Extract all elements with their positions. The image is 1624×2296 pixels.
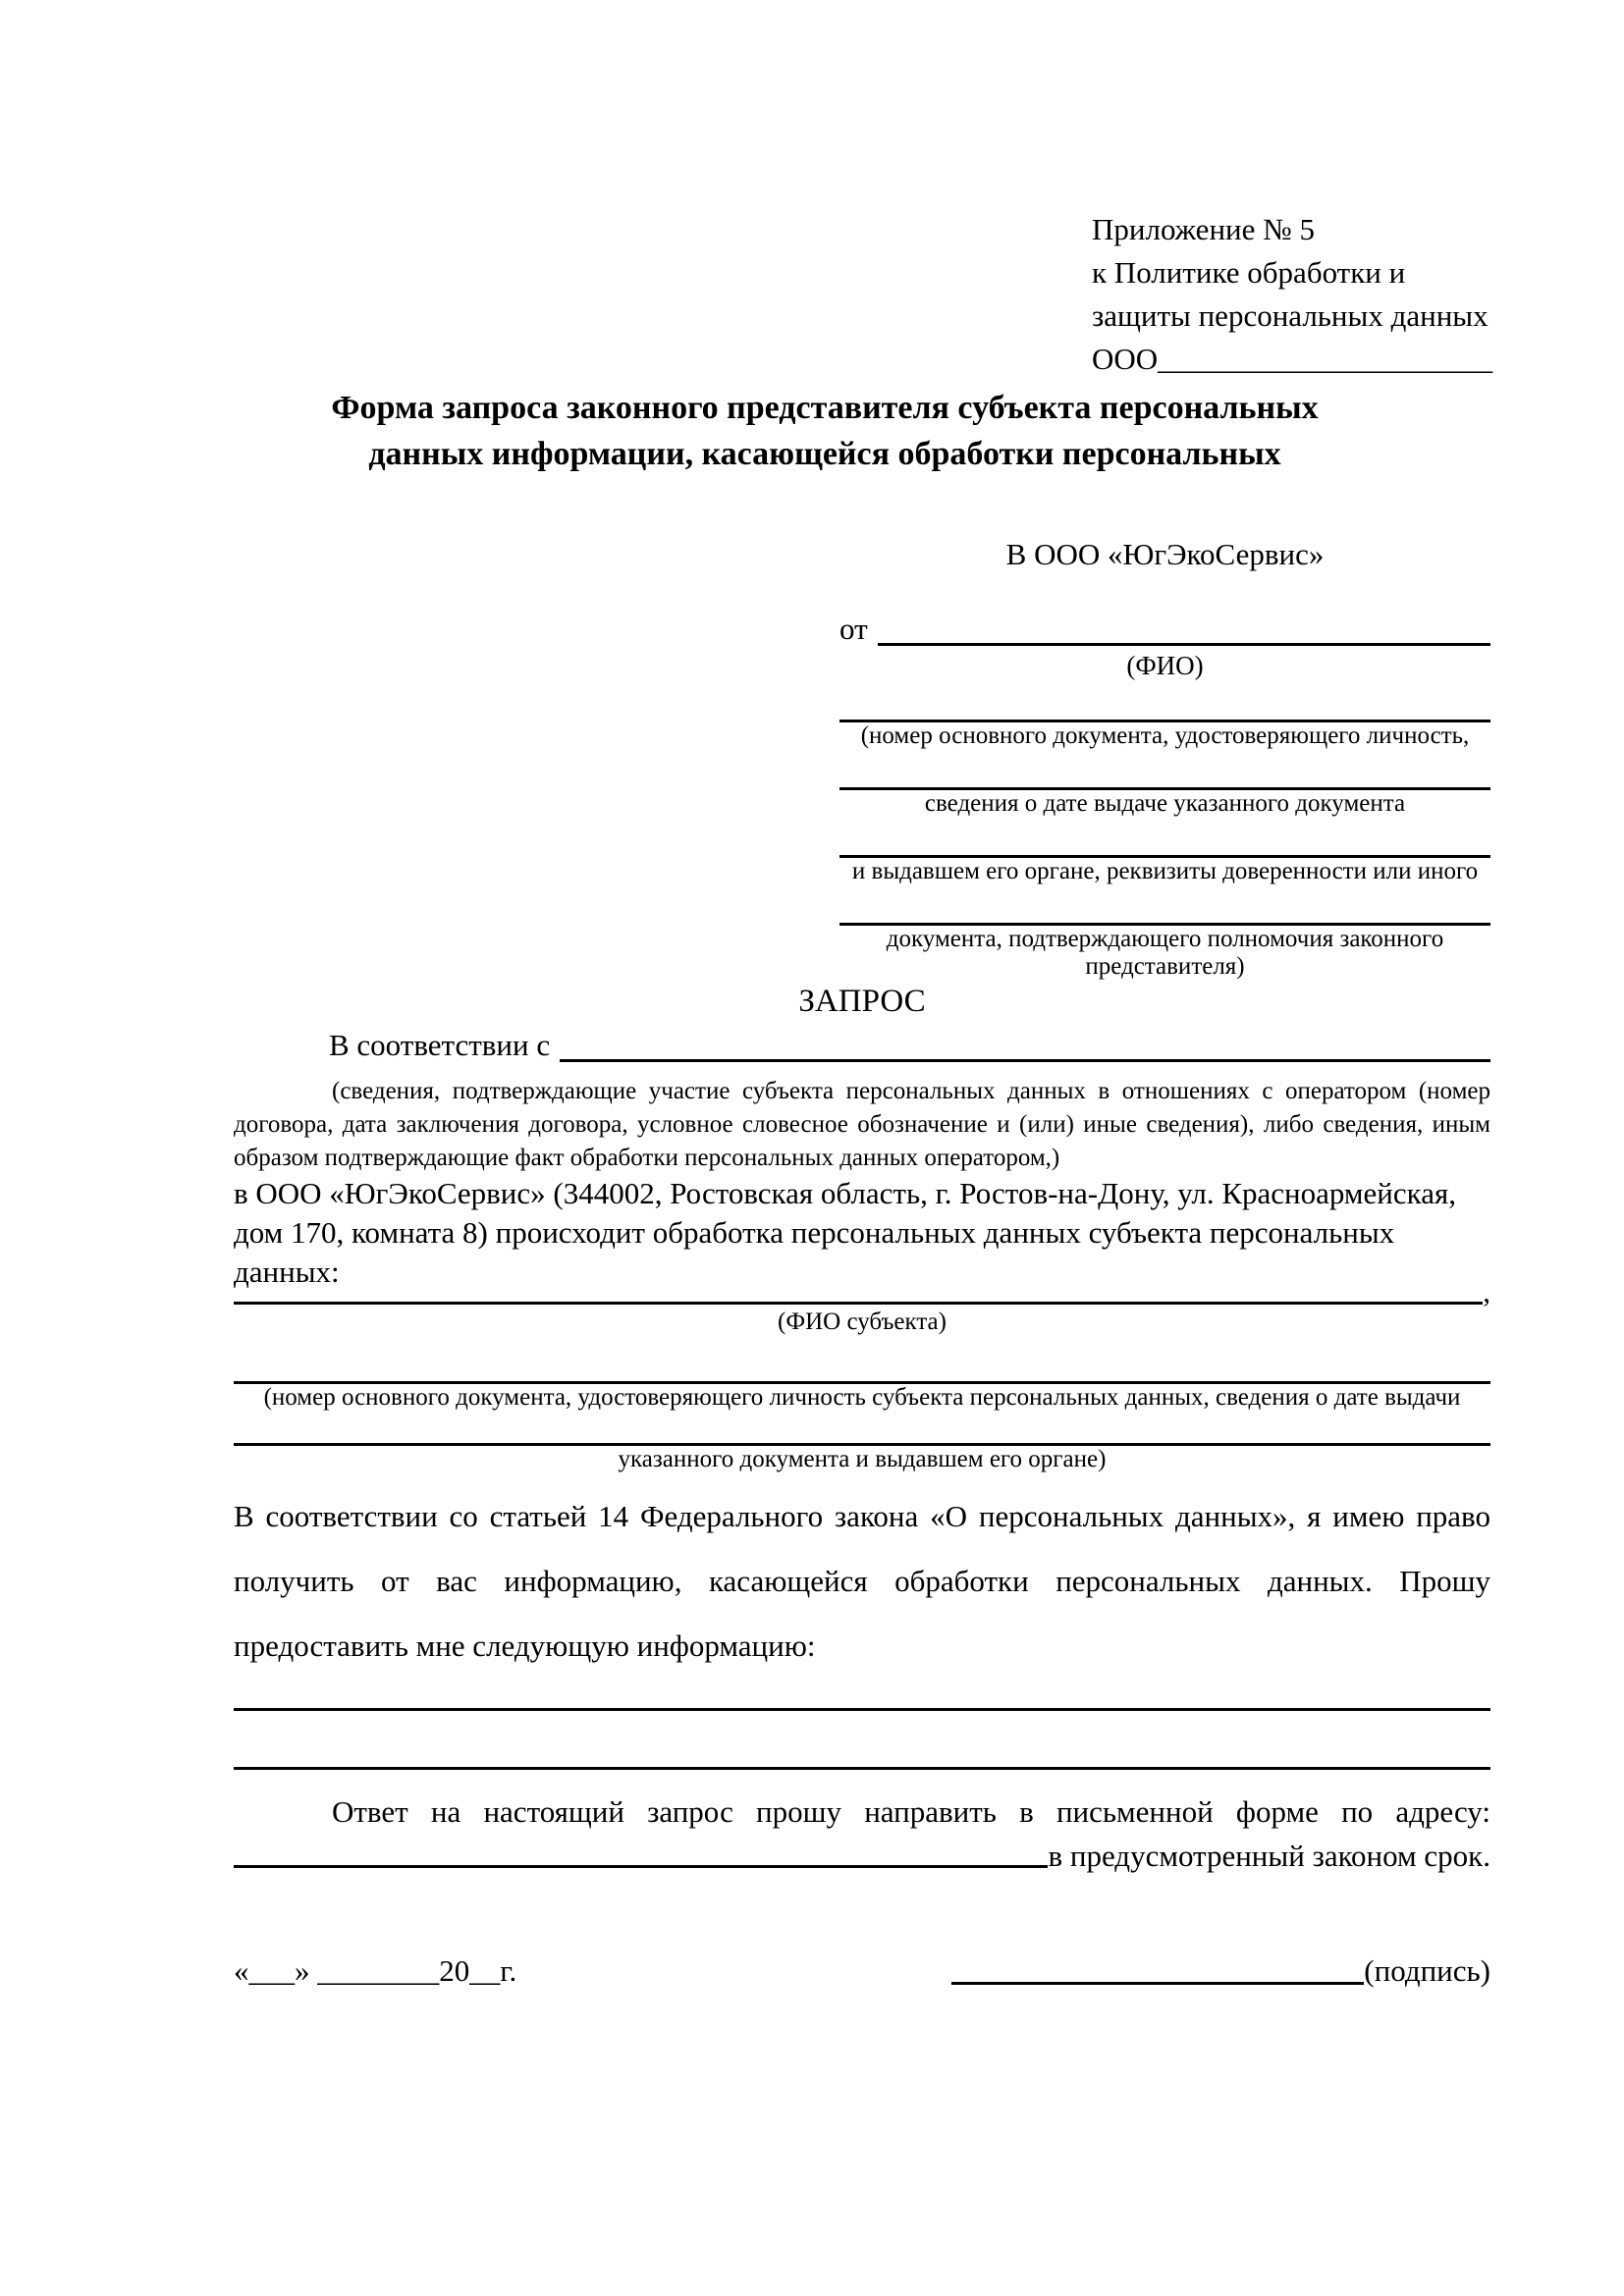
subject-document-caption-2: указанного документа и выдавшем его органе) xyxy=(618,1446,1107,1472)
representative-document-blank-3 xyxy=(839,818,1490,858)
addressee-organization: В ООО «ЮгЭкоСервис» xyxy=(1005,537,1325,571)
title-line-1: Форма запроса законного представителя субъекта персональных xyxy=(331,390,1319,426)
company-prefix: ООО xyxy=(1092,342,1159,376)
date-blank: «___» ________20__г. xyxy=(234,1953,517,1988)
signature-blank xyxy=(951,1982,1364,1985)
signature-group xyxy=(951,1951,1490,1991)
processing-paragraph: в ООО «ЮгЭкоСервис» (344002, Ростовская область, г. Ростов-на-Дону, ул. Красноармейская, дом 170, комната 8) происходит обработка персональных данных субъекта персональных данных: xyxy=(234,1176,1456,1289)
fio-caption: (ФИО) xyxy=(1126,651,1204,680)
appendix-company-line xyxy=(1092,338,1492,381)
basis-lead-text: В соответствии с xyxy=(329,1028,551,1062)
subject-fio-comma: , xyxy=(1483,1274,1490,1308)
representative-document-blank-4 xyxy=(839,885,1490,926)
reply-tail-text: в предусмотренный законом срок. xyxy=(1048,1839,1490,1873)
company-name-blank: ______________________ xyxy=(1158,342,1493,376)
subject-document-caption-1: (номер основного документа, удостоверяющего личность субъекта персональных данных, сведения о дате выдачи xyxy=(263,1384,1461,1411)
rights-paragraph: В соответствии со статьей 14 Федерального закона «О персональных данных», я имею право получить от вас информацию, касающейся обработки персональных данных. Прошу предоставить мне следующую информацию: xyxy=(234,1499,1490,1663)
subject-document-blank-2 xyxy=(234,1412,1490,1446)
reply-address-row xyxy=(234,1839,1490,1873)
information-blank-line-2 xyxy=(234,1767,1490,1770)
representative-document-caption-2: сведения о дате выдаче указанного документа xyxy=(924,790,1406,817)
title-line-2: данных информации, касающейся обработки персональных xyxy=(368,436,1281,472)
representative-document-caption-4: документа, подтверждающего полномочия законного представителя) xyxy=(886,926,1444,980)
reply-text: Ответ на настоящий запрос прошу направить в письменной форме по адресу: xyxy=(332,1794,1490,1829)
information-blank-line-1 xyxy=(234,1708,1490,1711)
appendix-line-3: защиты персональных данных xyxy=(1092,298,1489,333)
document-title xyxy=(196,385,1453,477)
representative-document-blank-1 xyxy=(839,682,1490,722)
reply-address-blank xyxy=(234,1842,1048,1868)
subject-document-blank-1 xyxy=(234,1337,1490,1384)
signature-caption: (подпись) xyxy=(1364,1953,1490,1988)
subject-fio-blank xyxy=(234,1276,1483,1305)
footer-row xyxy=(234,1951,1490,1991)
subject-fio-row xyxy=(234,1276,1490,1308)
representative-document-caption-1: (номер основного документа, удостоверяющего личность, xyxy=(860,722,1470,749)
appendix-line-2: к Политике обработки и xyxy=(1092,255,1406,290)
subject-block xyxy=(234,1276,1490,1473)
request-heading: ЗАПРОС xyxy=(798,984,926,1019)
appendix-block xyxy=(1092,208,1492,381)
from-row xyxy=(839,610,1490,649)
reply-block xyxy=(234,1792,1490,1871)
basis-caption: (сведения, подтверждающие участие субъекта персональных данных в отношениях с оператором (номер договора, дата заключения договора, условное словесное обозначение и (или) иные сведения), либо сведения, иным образом подтверждающие факт обработки персональных данных оператором,) xyxy=(234,1078,1490,1171)
representative-document-caption-3: и выдавшем его органе, реквизиты доверенности или иного xyxy=(851,858,1479,884)
appendix-line-1: Приложение № 5 xyxy=(1092,212,1315,246)
basis-blank xyxy=(560,1026,1490,1062)
from-label: от xyxy=(839,612,868,646)
addressee-block xyxy=(839,535,1490,981)
representative-document-blank-2 xyxy=(839,750,1490,790)
representative-name-blank xyxy=(878,610,1490,646)
subject-fio-caption: (ФИО субъекта) xyxy=(778,1308,947,1335)
basis-row xyxy=(234,1026,1490,1065)
